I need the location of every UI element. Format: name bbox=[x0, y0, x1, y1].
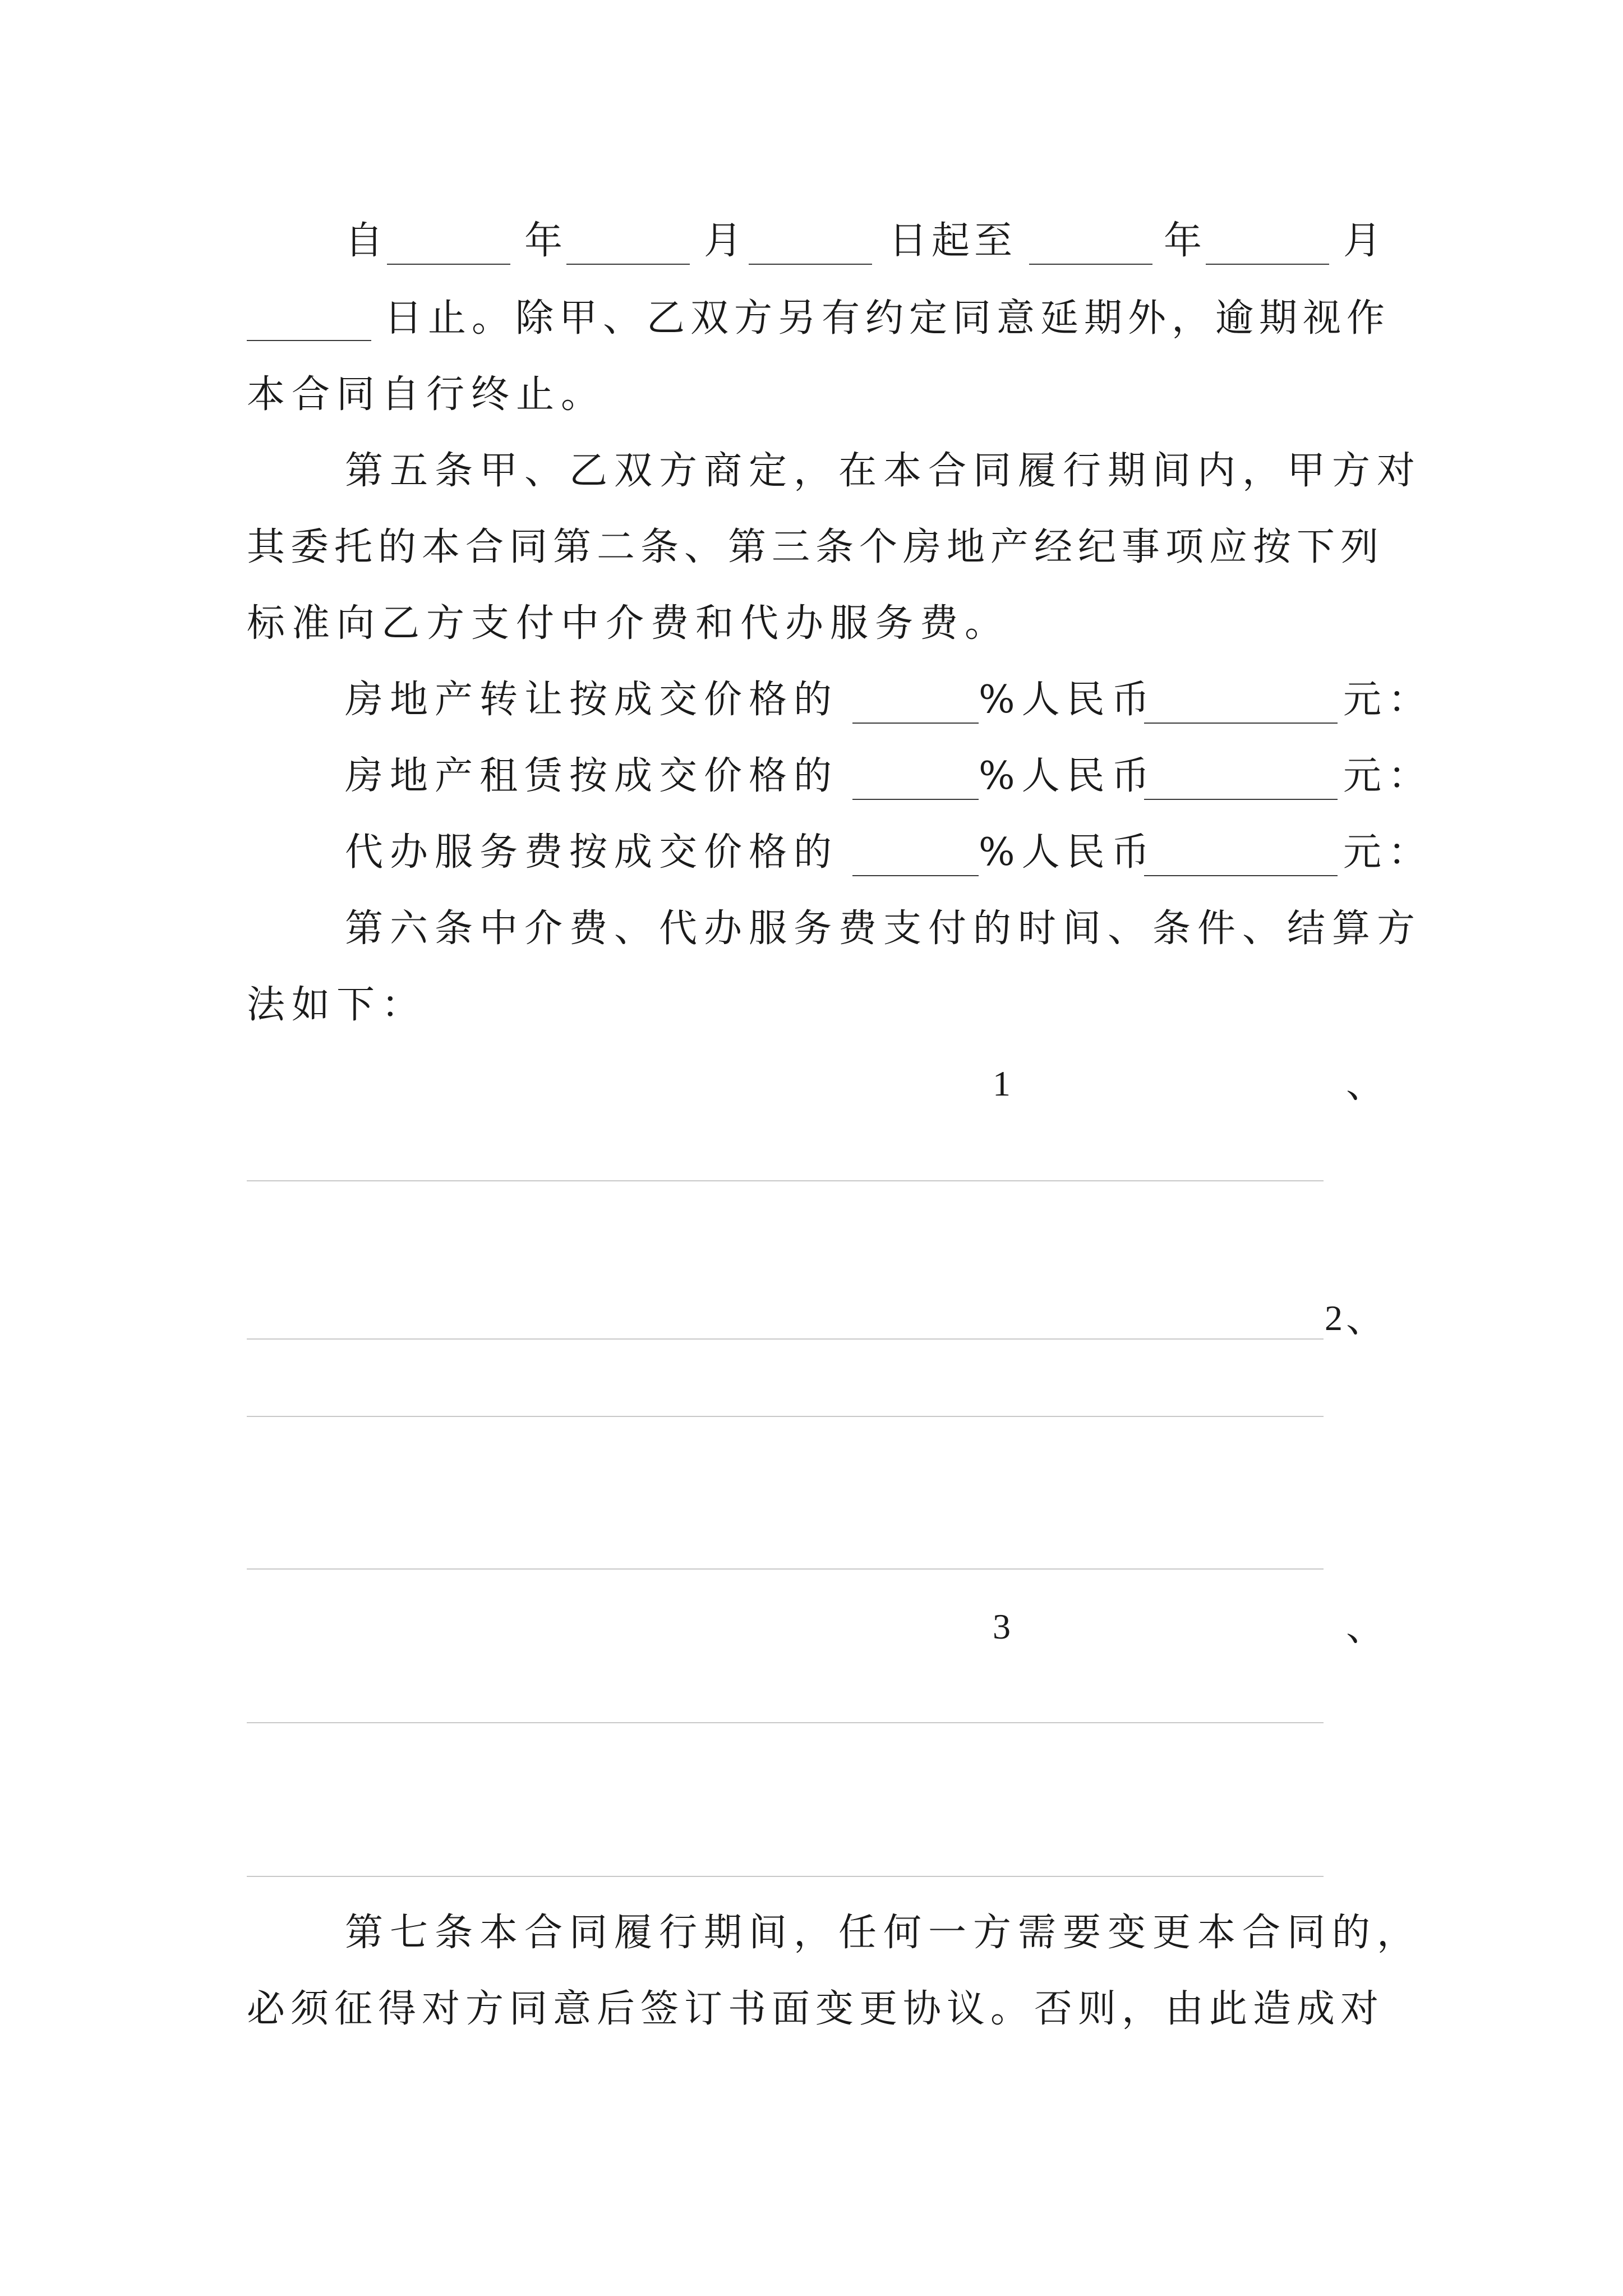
fee-lease-pct: %人民币 bbox=[979, 754, 1156, 798]
blank-service-amount bbox=[1144, 875, 1338, 876]
fee-transfer-pct: %人民币 bbox=[979, 678, 1156, 722]
item1-number: 1 bbox=[993, 1064, 1011, 1103]
blank-lease-amount bbox=[1144, 799, 1338, 800]
term-zi: 自 bbox=[345, 219, 384, 263]
term-nian1: 年 bbox=[524, 219, 563, 263]
article5-line3: 标准向乙方支付中介费和代办服务费。 bbox=[247, 601, 1010, 646]
term-line2: 日止。除甲、乙双方另有约定同意延期外，逾期视作 bbox=[384, 296, 1391, 341]
article6-line2: 法如下： bbox=[247, 983, 427, 1027]
blank-start-day bbox=[749, 264, 872, 265]
blank-end-day bbox=[247, 340, 371, 341]
term-yue2: 月 bbox=[1343, 219, 1382, 263]
item3-fill-line-2 bbox=[247, 1876, 1324, 1877]
item1-fill-line-2 bbox=[247, 1338, 1324, 1340]
fee-service-label: 代办服务费按成交价格的 bbox=[345, 830, 839, 875]
blank-transfer-pct bbox=[852, 723, 979, 724]
article6-line1: 第六条中介费、代办服务费支付的时间、条件、结算方 bbox=[345, 907, 1422, 951]
item2-fill-line-2 bbox=[247, 1568, 1324, 1570]
item2-number: 2 bbox=[1325, 1298, 1343, 1338]
blank-end-month bbox=[1206, 264, 1329, 265]
fee-service-pct: %人民币 bbox=[979, 830, 1156, 875]
fee-transfer-label: 房地产转让按成交价格的 bbox=[345, 678, 839, 722]
fee-lease-unit: 元： bbox=[1343, 754, 1433, 798]
blank-service-pct bbox=[852, 875, 979, 876]
term-riqizhi: 日起至 bbox=[889, 219, 1017, 263]
blank-start-year bbox=[387, 264, 510, 265]
article5-line2: 其委托的本合同第二条、第三条个房地产经纪事项应按下列 bbox=[247, 525, 1385, 569]
item3-fill-line bbox=[247, 1722, 1324, 1723]
item2-fill-line bbox=[247, 1416, 1324, 1417]
term-yue1: 月 bbox=[704, 219, 743, 263]
item1-fill-line bbox=[247, 1180, 1324, 1181]
item2-separator: 、 bbox=[1346, 1297, 1385, 1341]
fee-transfer-unit: 元： bbox=[1343, 678, 1433, 722]
item3-number: 3 bbox=[993, 1607, 1011, 1646]
term-line3: 本合同自行终止。 bbox=[247, 372, 606, 417]
blank-end-year bbox=[1029, 264, 1152, 265]
article5-line1: 第五条甲、乙双方商定，在本合同履行期间内，甲方对 bbox=[345, 449, 1422, 493]
term-nian2: 年 bbox=[1164, 219, 1202, 263]
fee-lease-label: 房地产租赁按成交价格的 bbox=[345, 754, 839, 798]
blank-transfer-amount bbox=[1144, 723, 1338, 724]
blank-lease-pct bbox=[852, 799, 979, 800]
fee-service-unit: 元： bbox=[1343, 830, 1433, 875]
article7-line1: 第七条本合同履行期间，任何一方需要变更本合同的， bbox=[345, 1911, 1422, 1955]
blank-start-month bbox=[566, 264, 690, 265]
item1-separator: 、 bbox=[1346, 1062, 1385, 1107]
article7-line2: 必须征得对方同意后签订书面变更协议。否则，由此造成对 bbox=[247, 1987, 1385, 2031]
item3-separator: 、 bbox=[1346, 1605, 1385, 1650]
